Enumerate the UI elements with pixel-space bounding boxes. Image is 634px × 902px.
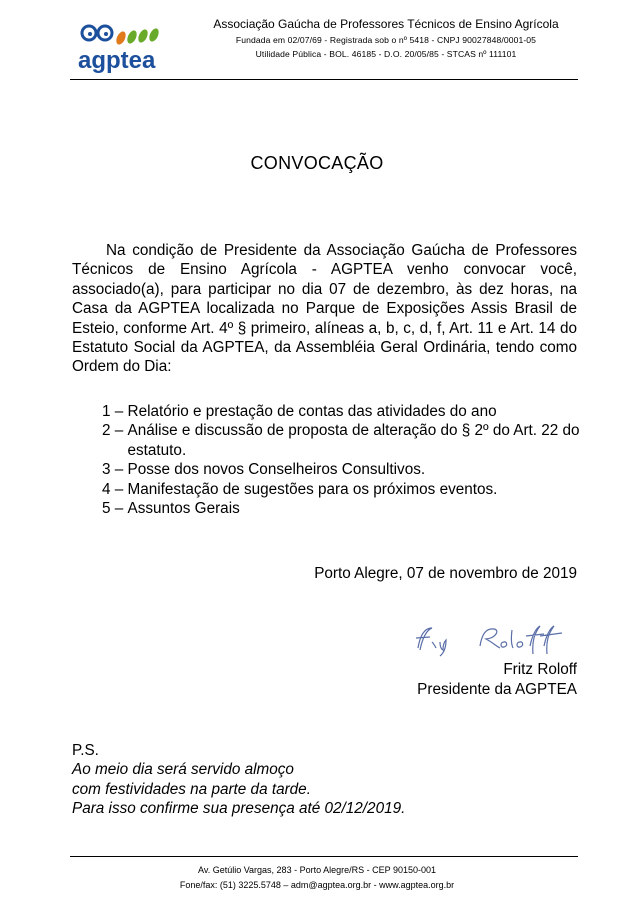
agenda-text: Manifestação de sugestões para os próximos eventos. — [127, 480, 498, 498]
date-line: Porto Alegre, 07 de novembro de 2019 — [314, 565, 577, 582]
founded-line: Fundada em 02/07/69 - Registrada sob o nº 5418 - CNPJ 90027848/0001-05 — [235, 35, 537, 45]
paragraph-text: Na condição de Presidente da Associação Gaúcha de Professores Técnicos de Ensino Agrícola - AGPTEA venho convocar você, associado(a), para participar no dia 07 de dezembro, às dez horas, na Casa da AGPTEA localizada no Parque de Exposições Assis Brasil de Esteio, conforme Art. 4º § primeiro, alíneas a, b, c, d, f, Art. 11 e Art. 14 do Estatuto Social da AGPTEA, da Assembléia Geral Ordinária, tendo como Ordem do Dia: — [72, 242, 577, 376]
ps-line: com festividades na parte da tarde. — [72, 780, 311, 798]
agenda-item — [102, 499, 582, 518]
logo-wordmark: agptea — [78, 47, 156, 74]
footer — [0, 863, 634, 893]
agenda-item — [102, 480, 582, 499]
signer-role: Presidente da AGPTEA — [417, 681, 577, 698]
signer-block — [380, 660, 577, 700]
agenda-number: 4 – — [102, 480, 128, 498]
agenda-number: 2 – — [102, 422, 128, 440]
agenda-number: 1 – — [102, 403, 128, 420]
ps-line: Para isso confirme sua presença até 02/12/2019. — [72, 800, 406, 818]
agenda-list — [102, 402, 582, 518]
agenda-text: Análise e discussão de proposta de alteração do § 2º do Art. 22 do estatuto. — [127, 422, 580, 459]
footer-divider — [70, 856, 578, 857]
convocation-paragraph — [72, 241, 577, 377]
footer-contact: Fone/fax: (51) 3225.5748 – adm@agptea.org.br - www.agptea.org.br — [179, 880, 455, 890]
agptea-logo — [76, 22, 166, 74]
agenda-text: Assuntos Gerais — [127, 500, 240, 518]
agenda-item — [102, 460, 582, 479]
agenda-text: Posse dos novos Conselheiros Consultivos. — [127, 461, 426, 479]
agenda-number: 5 – — [102, 500, 128, 518]
header-divider — [70, 79, 578, 80]
ps-line: Ao meio dia será servido almoço — [72, 761, 294, 779]
postscript — [72, 741, 552, 819]
agenda-item — [102, 402, 582, 421]
utility-line: Utilidade Pública - BOL. 46185 - D.O. 20/05/85 - STCAS nº 111101 — [255, 49, 517, 59]
letterhead — [176, 16, 596, 61]
org-name: Associação Gaúcha de Professores Técnicos de Ensino Agrícola — [213, 17, 559, 31]
document-title: CONVOCAÇÃO — [250, 153, 384, 173]
agenda-item — [102, 421, 582, 460]
handwritten-signature — [410, 620, 580, 658]
footer-address: Av. Getúlio Vargas, 283 - Porto Alegre/RS - CEP 90150-001 — [198, 865, 436, 875]
agenda-text: Relatório e prestação de contas das atividades do ano — [127, 403, 497, 420]
ps-label: P.S. — [72, 742, 99, 759]
agenda-number: 3 – — [102, 461, 128, 479]
signer-name: Fritz Roloff — [503, 661, 577, 678]
